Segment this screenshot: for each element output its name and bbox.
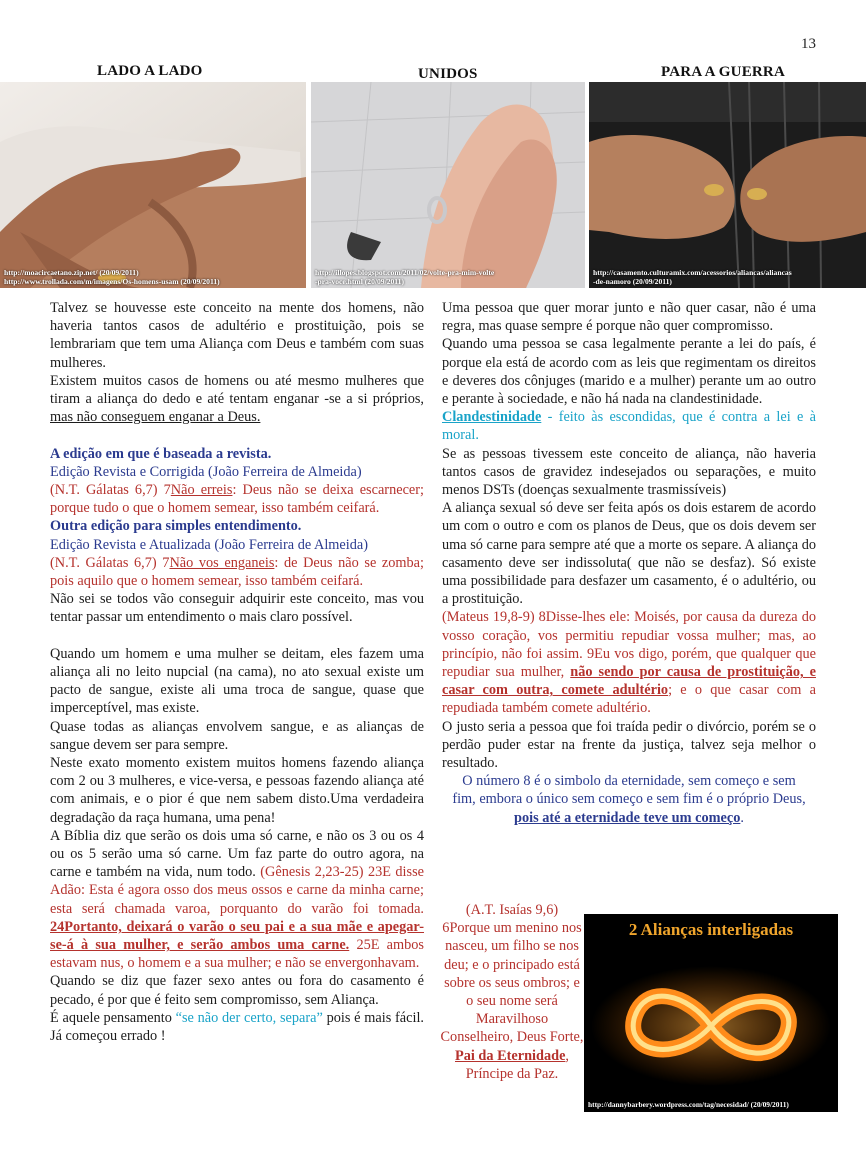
photo-label-to-war: PARA A GUERRA (661, 64, 785, 80)
paragraph: Se as pessoas tivessem este conceito de aliança, não haveria tantos casos de gravidez indesejados ou separações, e muito menos DSTs (doenças sexualmente trasmissíveis) (442, 445, 816, 499)
paragraph: Quase todas as alianças envolvem sangue, e as alianças de sangue devem ser para sempre. (50, 718, 424, 753)
photo-label-united: UNIDOS (418, 66, 478, 82)
edition-heading: Outra edição para simples entendimento. (50, 518, 302, 535)
edition-heading: A edição em que é baseada a revista. (50, 445, 272, 462)
photo-united-hands (311, 82, 585, 288)
left-column (50, 299, 424, 1045)
paragraph: Quando uma pessoa se casa legalmente perante a lei do país, é porque ela está de acordo com as leis que regimentam os direitos e deveres dos cônjuges (marido e a mulher) perante um ao outro e perante à sociedade, e não há nada na clandestinidade. (442, 336, 816, 408)
infinity-image-box (584, 914, 838, 1112)
isaiah-verse: (A.T. Isaías 9,6) 6Porque um menino nos nasceu, um filho se nos deu; e o principado está sobre os seus ombros; e o seu nome será Maravilhoso Conselheiro, Deus Forte, Pai da Eternidade, Príncipe da Paz. (440, 902, 584, 1082)
infinity-symbol-icon (584, 914, 838, 1112)
paragraph: Quando um homem e uma mulher se deitam, eles fazem uma aliança ali no leito nupcial (na cama), no ato sexual existe um pacto de sangue, existe ali uma troca de sangue, quase que imperceptível, mas existe. (50, 645, 424, 717)
paragraph: Quando se diz que fazer sexo antes ou fora do casamento é pecado, é por que é feito sem compromisso, sem Aliança. (50, 973, 424, 1008)
photo-caption: http://casamento.culturamix.com/acessorios/aliancas/aliancas -de-namoro (20/09/2011) (593, 268, 792, 286)
infobox-title: 2 Alianças interligadas (628, 920, 794, 939)
paragraph: Uma pessoa que quer morar junto e não quer casar, não é uma regra, mas quase sempre é porque não quer compromisso. (442, 300, 816, 335)
paragraph: Talvez se houvesse este conceito na mente dos homens, não haveria tantos casos de adultério e prostituição, pois se lembrariam que tem uma Aliança com Deus e também com suas mulheres. (50, 300, 424, 371)
paragraph: Existem muitos casos de homens ou até mesmo mulheres que tiram a aliança do dedo e até tentam enganar -se a si próprios, mas não conseguem enganar a Deus. (50, 372, 424, 426)
photo-fists (589, 82, 866, 288)
eternity-note: O número 8 é o simbolo da eternidade, sem começo e sem fim, embora o único sem começo e sem fim é o próprio Deus, pois até a eternidade teve um começo. (452, 773, 806, 826)
infobox-source: http://dannybarbery.wordpress.com/tag/necesidad/ (20/09/2011) (588, 1100, 789, 1109)
bible-verse: (Mateus 19,8-9) 8Disse-lhes ele: Moisés, por causa da dureza do vosso coração, vos permitiu repudiar vossa mulher; mas, ao princípio, não foi assim. 9Eu vos digo, porém, que qualquer que repudiar sua mulher, não sendo por causa de prostituição, e casar com outra, comete adultério; e o que casar com a repudiada também comete adultério. (442, 609, 816, 717)
photo-caption: http://illopes.blogspot.com/2011/02/volte-pra-mim-volte -pra-voce.html (20/09/2011) (315, 268, 495, 286)
paragraph: A aliança sexual só deve ser feita após os dois estarem de acordo um com o outro e com os planos de Deus, que os dois devem ser uma só carne para sempre até que a morte os separe. A aliança do casamento deve ser indissoluta( que não se desfaz). Só existe uma possibilidade para desfazer um casamento, é o adultério, ou a prostituição. (442, 500, 816, 608)
definition: Clandestinidade - feito às escondidas, que é contra a lei e à moral. (442, 409, 816, 444)
photo-label-side-by-side: LADO A LADO (97, 63, 203, 79)
edition-name: Edição Revista e Atualizada (João Ferreira de Almeida) (50, 536, 368, 553)
paragraph: Não sei se todos vão conseguir adquirir este conceito, mas vou tentar passar um entendimento o mais claro possível. (50, 591, 424, 626)
paragraph: A Bíblia diz que serão os dois uma só carne, e não os 3 ou os 4 ou os 5 serão uma só carne. Um faz parte do outro agora, na carne e também na vida, num todo. (Gênesis 2,23-25) 23E disse Adão: Esta é agora osso dos meus ossos e carne da minha carne; esta será chamada varoa, porquanto do varão foi tomada. 24Portanto, deixará o varão o seu pai e a sua mãe e apegar-se-á à sua mulher, e serão ambos uma carne. 25E ambos estavam nus, o homem e a sua mulher; e não se envergonhavam. (50, 827, 424, 972)
page-number: 13 (801, 36, 816, 52)
photo-hands-side-by-side (0, 82, 306, 288)
right-column (442, 299, 816, 827)
paragraph: Neste exato momento existem muitos homens fazendo aliança com 2 ou 3 mulheres, e vice-versa, e pessoas fazendo aliança até com animais, e o pior é que nem sabem disto.Uma verdadeira degradação da raça humana, uma pena! (50, 755, 424, 826)
paragraph: O justo seria a pessoa que foi traída pedir o divórcio, porém se o perdão puder estar na frente da justiça, talvez seja melhor o resultado. (442, 718, 816, 772)
paragraph: É aquele pensamento “se não der certo, separa” pois é mais fácil. Já começou errado ! (50, 1009, 424, 1045)
edition-name: Edição Revista e Corrigida (João Ferreira de Almeida) (50, 463, 362, 480)
bible-verse: (N.T. Gálatas 6,7) 7Não vos enganeis: de Deus não se zomba; pois aquilo que o homem semear, isso também ceifará. (50, 554, 424, 590)
bible-verse: (N.T. Gálatas 6,7) 7Não erreis: Deus não se deixa escarnecer; porque tudo o que o homem semear, isso também ceifará. (50, 482, 424, 517)
photo-caption: http://moacircaetano.zip.net/ (20/09/2011) http://www.trollada.com/m/imagens/Os-homens-usam (20/09/2011) (4, 268, 220, 286)
